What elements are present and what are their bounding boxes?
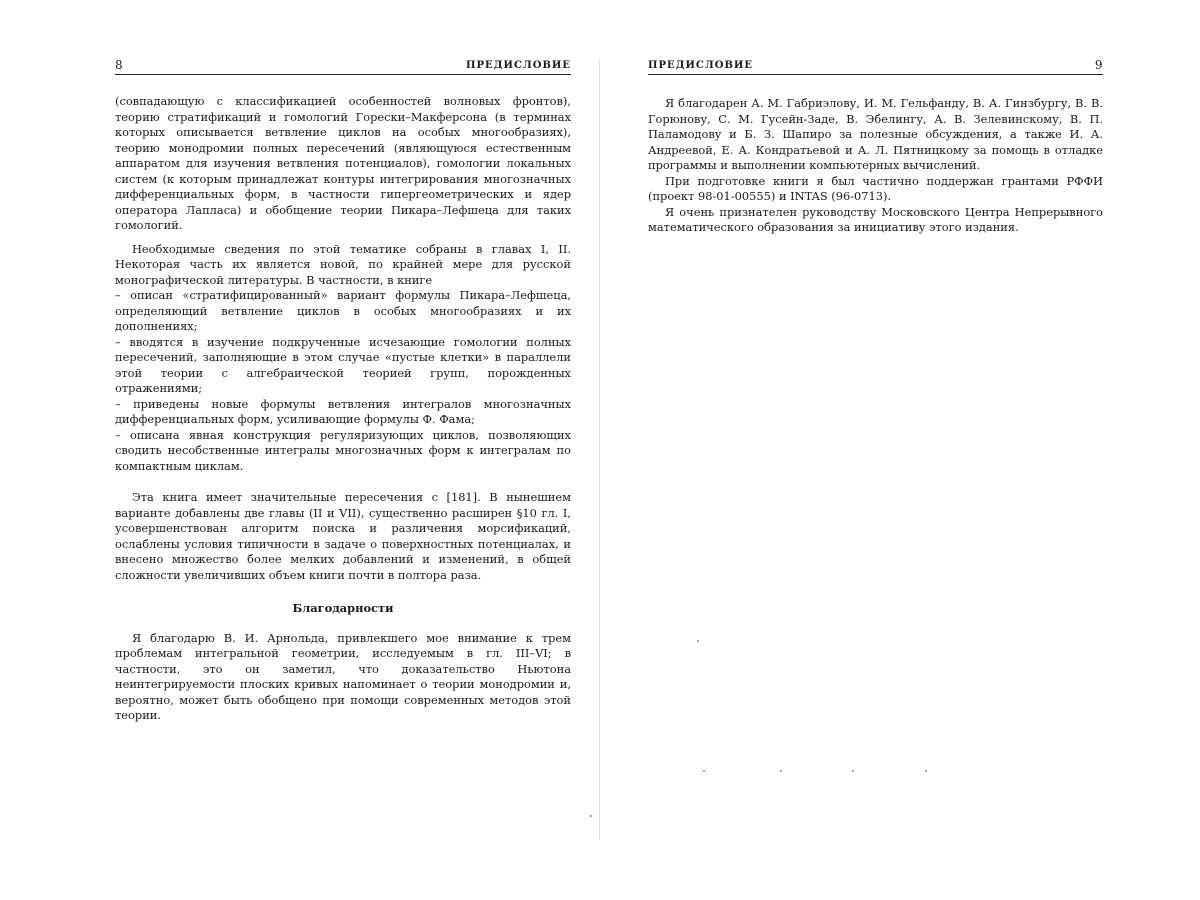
scan-speck <box>703 770 705 772</box>
right-page-header <box>648 58 1103 75</box>
list-item: – приведены новые формулы ветвления интегралов многозначных дифференциальных форм, усиливающие формулы Ф. Фама; <box>115 396 571 426</box>
section-title-acknowledgements: Благодарности <box>292 601 394 615</box>
paragraph-publisher-thanks: Я очень признателен руководству Московского Центра Непрерывного математического образования за инициативу этого издания. <box>648 204 1103 234</box>
right-page <box>600 0 1200 900</box>
paragraph-contents: Необходимые сведения по этой тематике собраны в главах I, II. Некоторая часть их является новой, по крайней мере для русской монографической литературы. В частности, в книге <box>115 241 571 287</box>
right-page-number: 9 <box>1094 58 1103 72</box>
left-running-head: ПРЕДИСЛОВИЕ <box>466 60 571 71</box>
left-page-header <box>115 58 571 75</box>
scan-speck <box>590 815 592 817</box>
left-page-number: 8 <box>115 58 124 72</box>
list-item: – описан «стратифицированный» вариант формулы Пикара–Лефшеца, определяющий ветвление циклов в особых многообразиях и их дополнениях; <box>115 288 571 333</box>
scan-speck <box>852 770 854 772</box>
right-page-body <box>648 96 1103 236</box>
scan-speck <box>697 640 699 642</box>
paragraph-intro-continuation: (совпадающую с классификацией особенностей волновых фронтов), теорию стратификаций и гомологий Горески–Макферсона (в терминах которых описывается ветвление циклов на особых многообразиях), теорию монодромии полных пересечений (являющуюся естественным аппаратом для изучения ветвления потенциалов), гомологии локальных систем (к которым принадлежат контуры интегрирования многозначных дифференциальных форм, в частности гипергеометрических и ядер оператора Лапласа) и обобщение теории Пикара–Лефшеца для таких гомологий. <box>115 94 571 232</box>
paragraph-thanks: Я благодарю В. И. Арнольда, привлекшего мое внимание к трем проблемам интегральной геометрии, исследуемым в гл. III–VI; в частности, это он заметил, что доказательство Ньютона неинтегрируемости плоских кривых напоминает о теории монодромии и, вероятно, может быть обобщено при помощи современных методов этой теории. <box>115 630 571 722</box>
paragraph-edition: Эта книга имеет значительные пересечения с [181]. В нынешнем варианте добавлены две главы (II и VII), существенно расширен §10 гл. I, усовершенствован алгоритм поиска и различения морсификаций, ослаблены условия типичности в задаче о поверхностных потенциалах, и внесено множество более мелких добавлений и изменений, в общей сложности увеличивших объем книги почти в полтора раза. <box>115 490 571 582</box>
scan-speck <box>780 770 782 772</box>
paragraph-grants: При подготовке книги я был частично поддержан грантами РФФИ (проект 98-01-00555) и INTAS (96-0713). <box>648 173 1103 203</box>
list-item: – описана явная конструкция регуляризующих циклов, позволяющих сводить несобственные интегралы многозначных форм к интегралам по компактным циклам. <box>115 427 571 473</box>
left-page-body <box>115 94 571 724</box>
right-running-head: ПРЕДИСЛОВИЕ <box>648 60 753 71</box>
paragraph-acknowledgements: Я благодарен А. М. Габриэлову, И. М. Гельфанду, В. А. Гинзбургу, В. В. Горюнову, С. М. Гусейн-Заде, В. Эбелингу, А. В. Зелевинскому, В. П. Паламодову и Б. З. Шапиро за полезные обсуждения, а также И. А. Андреевой, Е. А. Кондратьевой и А. Л. Пятницкому за помощь в отладке программы и выполнении компьютерных вычислений. <box>648 96 1103 172</box>
scan-speck <box>925 770 927 772</box>
list-item: – вводятся в изучение подкрученные исчезающие гомологии полных пересечений, заполняющие в этом случае «пустые клетки» в параллели этой теории с алгебраической теорией групп, порожденных отражениями; <box>115 334 571 395</box>
